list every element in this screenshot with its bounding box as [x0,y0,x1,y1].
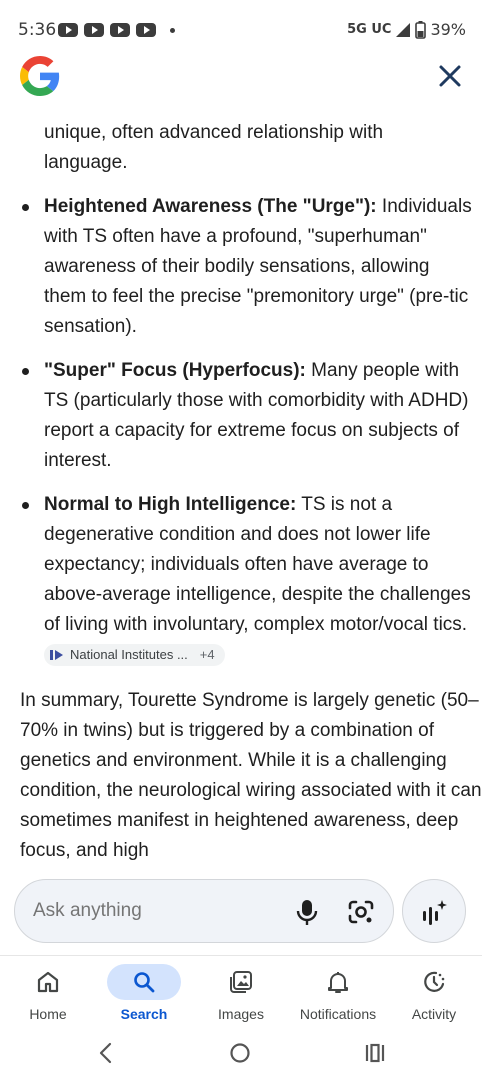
list-item [0,490,482,670]
home-icon [36,970,60,994]
close-icon[interactable] [436,62,464,90]
nav-notifications[interactable] [290,964,386,1028]
source-chip-more: +4 [199,646,215,662]
ask-input[interactable] [33,900,283,922]
battery-percent: 39% [430,20,466,39]
more-notifications-dot-icon [170,28,175,33]
source-chip-label: National Institutes ... [70,646,188,662]
source-chip[interactable] [44,644,225,666]
microphone-icon[interactable] [295,898,319,926]
images-icon [229,970,253,994]
continuation-text: unique, often advanced relationship with language. [44,122,384,173]
battery-icon [415,21,426,39]
nav-notifications-label: Notifications [299,1006,377,1022]
recent-apps-icon[interactable] [364,1042,386,1064]
notification-icons [58,23,175,37]
bullet-text: TS is not a degenerative condition and does not lower life expectancy; individuals often have average to above-average intelligence, despite the challenges of living with involuntary, complex motor/vocal tics. [44,494,471,635]
nav-home-label: Home [29,1006,67,1022]
bullet-icon [22,502,29,509]
traits-list [0,192,482,684]
nav-home[interactable] [0,964,96,1028]
bullet-icon [22,204,29,211]
back-icon[interactable] [98,1042,114,1064]
youtube-notification-icon [110,23,130,37]
sparkle-bars-icon [422,898,448,926]
youtube-notification-icon [84,23,104,37]
activity-icon [422,970,446,994]
bell-icon [326,970,350,994]
nav-activity-label: Activity [411,1006,457,1022]
ask-bar[interactable] [14,879,394,943]
google-lens-icon[interactable] [347,898,375,926]
home-circle-icon[interactable] [229,1042,251,1064]
bullet-title: Normal to High Intelligence: [44,494,297,515]
bullet-icon [22,368,29,375]
source-site-icon [50,649,64,661]
ai-overview-content [0,112,482,872]
bottom-navigation [0,955,482,1030]
bullet-title: Heightened Awareness (The "Urge"): [44,196,377,217]
youtube-notification-icon [136,23,156,37]
signal-icon [395,22,411,38]
bullet-text: Individuals with TS often have a profound, "superhuman" awareness of their bodily sensations, allowing them to feel the precise "premonitory urge" (pre-tic sensation). [44,196,472,337]
bullet-text: Many people with TS (particularly those with comorbidity with ADHD) report a capacity for extreme focus on subjects of interest. [44,360,469,471]
system-navigation-bar [0,1030,482,1080]
app-header [0,56,482,108]
nav-search[interactable] [96,964,192,1028]
status-bar [0,0,482,56]
status-time: 5:36 [18,20,57,40]
nav-images[interactable] [193,964,289,1028]
bullet-title: "Super" Focus (Hyperfocus): [44,360,306,381]
network-type: 5G UC [347,22,392,37]
nav-activity[interactable] [386,964,482,1028]
summary-paragraph: In summary, Tourette Syndrome is largely genetic (50–70% in twins) but is triggered by a combination of genetics and environment. While it is a challenging condition, the neurological wiring associated with it can sometimes manifest in heightened awareness, deep focus, and high [20,690,482,861]
status-right [347,20,466,39]
ai-mode-button[interactable] [402,879,466,943]
list-item [0,356,482,476]
search-icon [132,970,156,994]
google-logo-icon[interactable] [20,56,60,96]
nav-search-label: Search [120,1006,168,1022]
list-item [0,192,482,342]
nav-images-label: Images [218,1006,264,1022]
youtube-notification-icon [58,23,78,37]
